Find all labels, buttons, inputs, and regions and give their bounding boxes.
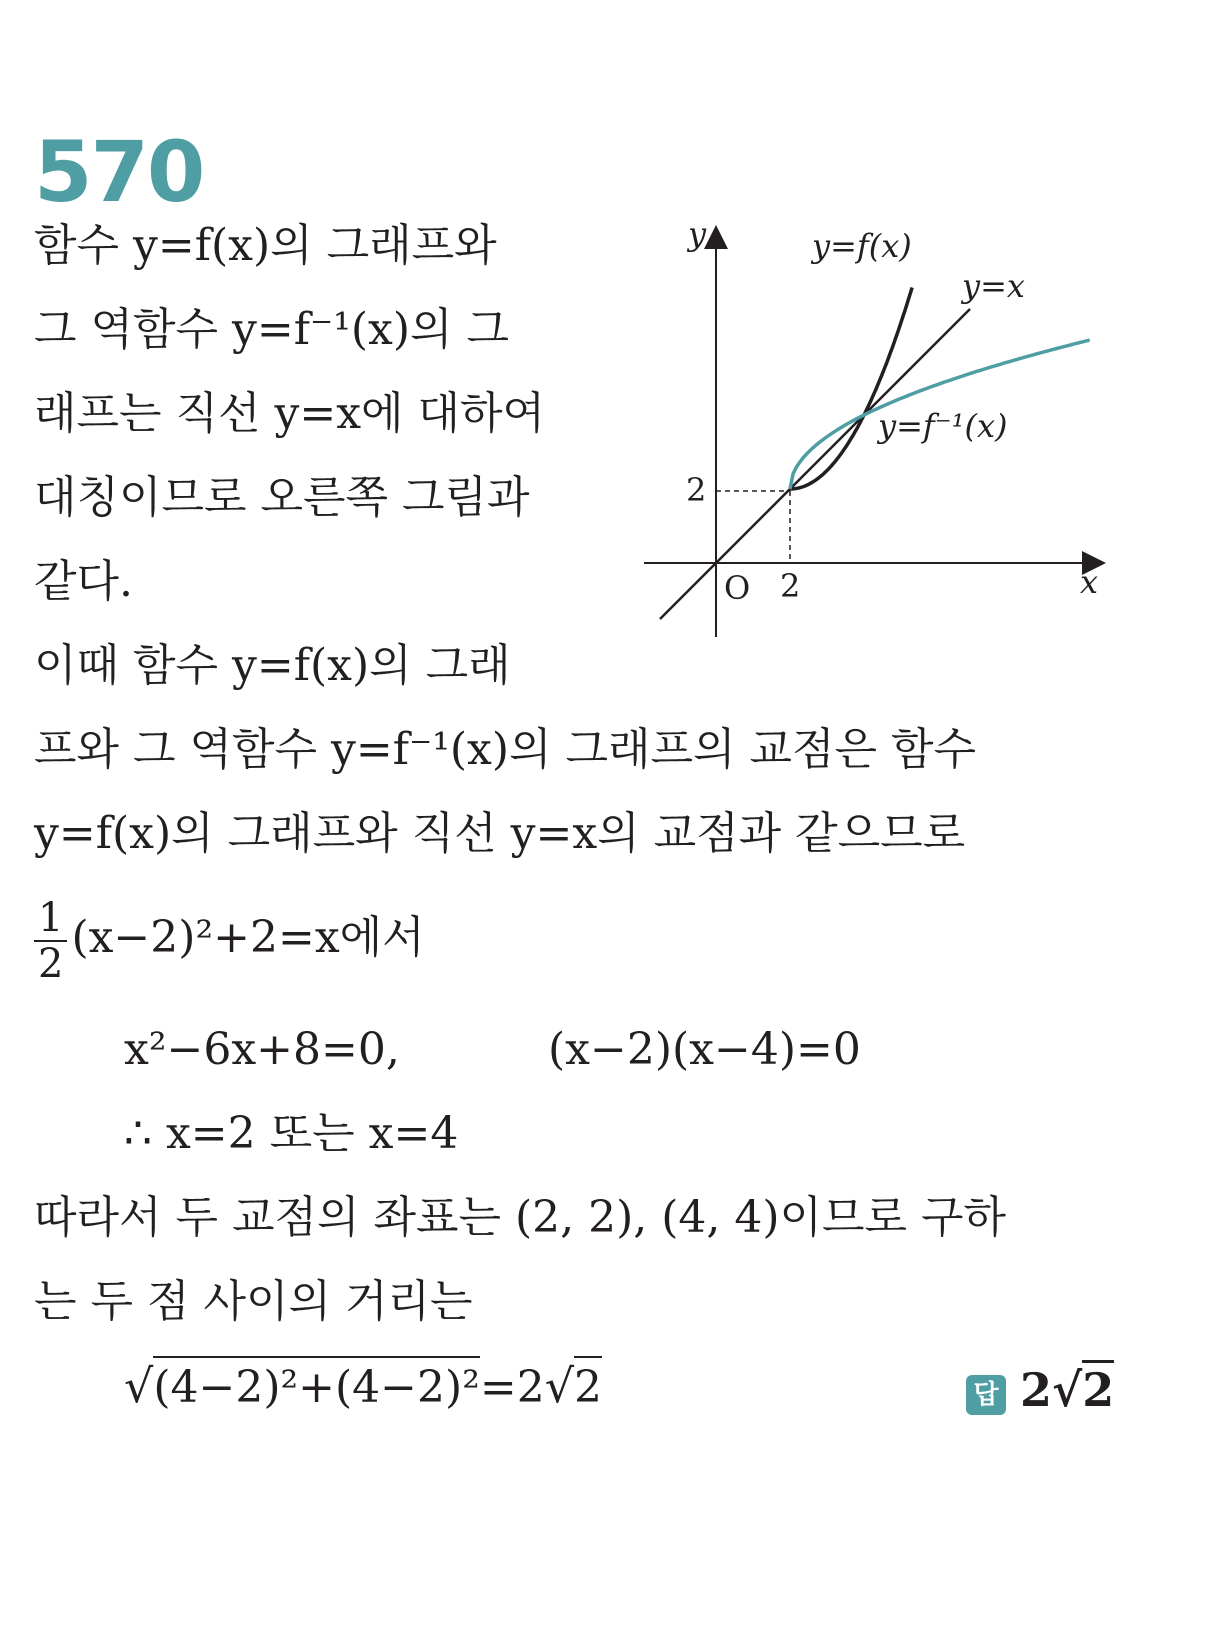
answer-radicand: 2 xyxy=(1082,1360,1114,1417)
answer-coefficient: 2 xyxy=(1020,1363,1053,1417)
label-inverse: y=f⁻¹(x) xyxy=(878,407,1008,445)
equation-4-rhs: =2 xyxy=(479,1362,545,1413)
label-f: y=f(x) xyxy=(812,227,912,265)
solution-line-3: 래프는 직선 y=x에 대하여 xyxy=(34,388,546,439)
fraction-one-half xyxy=(34,896,67,986)
solution-line-7: 프와 그 역함수 y=f⁻¹(x)의 그래프의 교점은 함수 xyxy=(34,724,976,775)
equation-2a: x²−6x+8=0, xyxy=(124,1024,400,1075)
square-root-two xyxy=(545,1356,602,1416)
equation-1 xyxy=(34,890,425,986)
equation-2b: (x−2)(x−4)=0 xyxy=(548,1024,861,1075)
radicand-two: 2 xyxy=(574,1356,602,1416)
equation-4 xyxy=(124,1356,602,1416)
origin-label: O xyxy=(724,569,751,607)
equation-1-rest: (x−2)²+2=x에서 xyxy=(71,912,425,963)
fraction-numerator: 1 xyxy=(34,896,67,942)
line-y-equals-x xyxy=(660,309,970,619)
x-tick-label: 2 xyxy=(780,567,801,605)
answer xyxy=(966,1362,1114,1420)
answer-badge: 답 xyxy=(966,1375,1006,1415)
solution-line-1: 함수 y=f(x)의 그래프와 xyxy=(34,220,497,271)
label-y-equals-x: y=x xyxy=(962,267,1025,305)
square-root-expression xyxy=(124,1356,480,1416)
solution-line-6: 이때 함수 y=f(x)의 그래 xyxy=(34,640,511,691)
problem-number: 570 xyxy=(34,123,204,221)
solution-line-9: 따라서 두 교점의 좌표는 (2, 2), (4, 4)이므로 구하 xyxy=(34,1192,1007,1243)
y-axis-label: y xyxy=(688,215,707,253)
solution-line-4: 대칭이므로 오른쪽 그림과 xyxy=(34,472,530,523)
fraction-denominator: 2 xyxy=(38,940,64,987)
function-graph xyxy=(630,215,1120,645)
curve-f xyxy=(790,288,912,490)
radical-sign-icon: √ xyxy=(1052,1363,1083,1417)
radical-sign-icon: √ xyxy=(124,1359,154,1413)
radical-sign-icon: √ xyxy=(544,1359,575,1413)
solution-line-5: 같다. xyxy=(34,556,133,607)
solution-line-2: 그 역함수 y=f⁻¹(x)의 그 xyxy=(34,304,510,355)
radicand: (4−2)²+(4−2)² xyxy=(153,1356,480,1416)
x-axis-label: x xyxy=(1080,563,1099,601)
solution-line-10: 는 두 점 사이의 거리는 xyxy=(34,1276,473,1327)
solution-line-8: y=f(x)의 그래프와 직선 y=x의 교점과 같으므로 xyxy=(34,808,966,859)
y-tick-label: 2 xyxy=(686,471,707,509)
equation-3: ∴ x=2 또는 x=4 xyxy=(124,1108,459,1159)
